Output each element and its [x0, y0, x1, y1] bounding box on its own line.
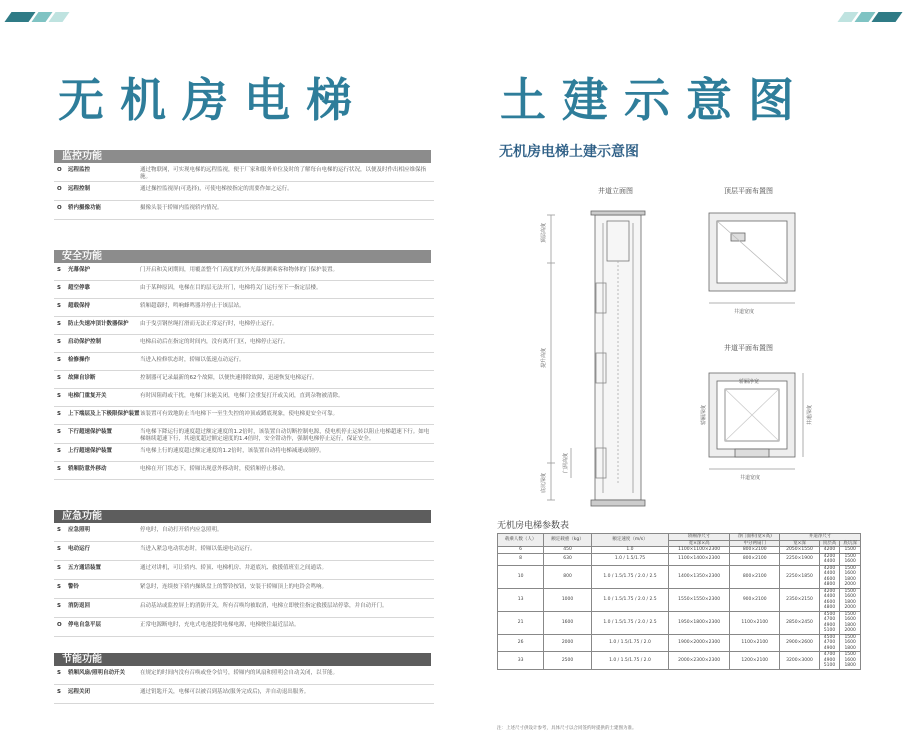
shaft-size-cell: 2250×1850: [780, 565, 819, 588]
top-height-value: 4400: [823, 594, 836, 599]
function-name: 检修操作: [68, 357, 91, 363]
door-cell: 800×2100: [730, 553, 780, 565]
table-header: 井道净尺寸: [780, 534, 861, 541]
pit-depth-cell: [840, 634, 861, 652]
top-height-cell: [819, 611, 840, 634]
table-subheader: 宽×深: [780, 540, 819, 547]
pit-depth-cell: [840, 588, 861, 611]
top-height-value: 4700: [823, 652, 836, 657]
function-code: S: [57, 393, 61, 399]
car-size-cell: 1550×1550×2300: [669, 588, 730, 611]
travel-label: 提升高度: [541, 347, 547, 368]
pit-depth-value: 1500: [844, 634, 856, 640]
speed-cell: 1.0 / 1.5/1.75 / 2.0 / 2.5: [591, 611, 668, 634]
shaft-elevation-drawing: [547, 211, 645, 506]
section-header: 安全功能: [54, 250, 431, 263]
monitor-section: [54, 150, 434, 220]
function-row: [54, 389, 434, 407]
door-height-label: 门洞高度: [563, 452, 569, 473]
table-header: 额定速度（m/s）: [591, 534, 668, 547]
load-cell: 630: [544, 553, 592, 565]
top-height-value: 4200: [823, 553, 836, 559]
function-row: [54, 425, 434, 444]
shaft-plan-label: 井道平面布置图: [724, 344, 773, 352]
function-desc: 当进入紧急电动状态时，轿厢以低速电动运行。: [140, 546, 256, 552]
top-height-value: 4600: [823, 576, 836, 582]
function-code: S: [57, 546, 61, 552]
pit-depth-label: 底坑深度: [541, 472, 547, 493]
function-code: O: [57, 205, 62, 211]
top-height-value: 4900: [823, 622, 836, 628]
function-code: S: [57, 429, 61, 435]
function-desc: 控制器可记录最新的62个故障，以便快速排除故障，迅速恢复电梯运行。: [140, 375, 318, 381]
function-name: 超载保持: [68, 303, 91, 309]
function-row: [54, 353, 434, 371]
function-desc: 停电时，自动打开轿内应急照明。: [140, 527, 223, 533]
shaft-depth-label: 井道深度: [807, 404, 813, 425]
car-size-cell: 1100×1100×2300: [669, 547, 730, 554]
function-code: S: [57, 321, 61, 327]
speed-cell: 1.0: [591, 547, 668, 554]
door-cell: 1100×2100: [730, 611, 780, 634]
table-row: [498, 588, 861, 611]
pit-depth-value: 1500: [844, 553, 856, 559]
energy-section: [54, 653, 434, 704]
function-code: S: [57, 466, 61, 472]
safety-section: [54, 250, 434, 480]
function-name: 停电自急平层: [68, 622, 102, 628]
top-height-value: 4500: [823, 611, 836, 617]
function-row: [54, 407, 434, 425]
top-height-label: 顶层高度: [541, 222, 547, 243]
function-desc: 当电梯上行的速度超过额定速度的1.2倍时，该装置自动将电梯减速或制停。: [140, 448, 325, 454]
top-height-value: 4200: [823, 565, 836, 571]
function-name: 超空停靠: [68, 285, 91, 291]
shaft-drawings: [491, 193, 865, 513]
door-cell: 1100×2100: [730, 634, 780, 652]
function-row: [54, 182, 434, 201]
pit-depth-value: 1600: [844, 657, 856, 663]
pit-depth-cell: [840, 652, 861, 670]
shaft-size-cell: 2850×2450: [780, 611, 819, 634]
top-plan-label: 顶层平面布置图: [724, 187, 773, 195]
table-subheader: 顶层高: [819, 540, 840, 547]
load-cell: 450: [544, 547, 592, 554]
top-height-value: 4600: [823, 599, 836, 605]
shaft-width-label-2: 井道宽度: [740, 475, 761, 481]
pit-depth-value: 1500: [844, 547, 856, 552]
pit-depth-value: 2000: [844, 605, 856, 610]
pit-depth-value: 1600: [844, 617, 856, 622]
top-height-value: 5100: [823, 628, 836, 633]
function-desc: 通过物联网，可实现电梯的远程监视，便于厂家和服务单位及时的了解每台电梯的运行状况，以便及时作出相应维保指施。: [140, 167, 427, 180]
function-list-panel: [44, 135, 436, 705]
top-height-value: 4900: [823, 645, 836, 651]
function-desc: 当电梯下降运行的速度超过额定速度的1.2倍时，该装置自动切断控制电源，使电机停止运转以阻止电梯超速下行。如电梯继续超速下行，其速度超过额定速度的1.4倍时，安全钳动作，强制电梯停止运行，保证安全。: [140, 429, 430, 442]
function-desc: 在规定的时间内没有召唤或登令信号，轿厢内的风扇和照明会自动关闭，以节能。: [140, 670, 339, 676]
shaft-width-label: 井道宽度: [734, 309, 755, 315]
function-code: O: [57, 622, 62, 628]
speed-cell: 1.0 / 1.5/1.75 / 2.0: [591, 652, 668, 670]
function-row: [54, 335, 434, 353]
param-table: [497, 533, 861, 670]
drawing-panel: [491, 133, 865, 731]
function-row: [54, 371, 434, 389]
top-height-value: 4200: [823, 588, 836, 594]
people-cell: 6: [498, 547, 544, 554]
people-cell: 13: [498, 588, 544, 611]
corner-decoration-right: [841, 12, 899, 22]
speed-cell: 1.0 / 1.5/1.75 / 2.0 / 2.5: [591, 588, 668, 611]
top-height-value: 4900: [823, 657, 836, 663]
function-name: 电梯门重复开关: [68, 393, 107, 399]
speed-cell: 1.0 / 1.5/1.75: [591, 553, 668, 565]
function-name: 上行超速保护装置: [68, 448, 113, 454]
function-code: S: [57, 285, 61, 291]
function-name: 上下端层及上下极限保护装置: [68, 411, 140, 417]
function-name: 轿厢风扇/照明自动开关: [68, 670, 126, 676]
door-cell: 800×2100: [730, 565, 780, 588]
function-row: [54, 263, 434, 281]
function-row: [54, 163, 434, 182]
pit-depth-value: 1500: [844, 611, 856, 617]
table-header: 额定载重（kg）: [544, 534, 592, 547]
top-height-value: 4400: [823, 559, 836, 564]
function-code: S: [57, 603, 61, 609]
people-cell: 8: [498, 553, 544, 565]
load-cell: 2500: [544, 652, 592, 670]
pit-depth-cell: [840, 553, 861, 565]
section-header: 节能功能: [54, 653, 431, 666]
pit-depth-value: 1500: [844, 565, 856, 571]
shaft-plan-drawing: [709, 373, 803, 469]
function-row: [54, 599, 434, 618]
table-row: [498, 553, 861, 565]
function-row: [54, 666, 434, 685]
function-name: 故障自诊断: [68, 375, 96, 381]
function-name: 电动运行: [68, 546, 91, 552]
top-height-cell: [819, 553, 840, 565]
function-row: [54, 618, 434, 637]
function-code: S: [57, 303, 61, 309]
pit-depth-value: 1800: [844, 645, 856, 651]
top-height-value: 4800: [823, 582, 836, 587]
function-name: 远程关闭: [68, 689, 91, 695]
function-row: [54, 444, 434, 462]
table-header: 轿厢净尺寸: [669, 534, 730, 541]
function-row: [54, 299, 434, 317]
table-row: [498, 634, 861, 652]
car-size-cell: 1900×2000×2300: [669, 634, 730, 652]
car-size-cell: 1950×1800×2300: [669, 611, 730, 634]
function-code: S: [57, 584, 61, 590]
function-name: 警铃: [68, 584, 80, 590]
load-cell: 2000: [544, 634, 592, 652]
drawing-title: 无机房电梯土建示意图: [499, 144, 639, 160]
function-code: O: [57, 186, 62, 192]
function-code: O: [57, 167, 62, 173]
function-desc: 摄像头装于轿厢内监视轿内情况。: [140, 205, 223, 211]
function-code: S: [57, 375, 61, 381]
top-height-value: 5100: [823, 663, 836, 668]
function-desc: 通过对讲机，可让轿内、轿顶、电梯机房、井道底坑、救援值班室之间通话。: [140, 565, 328, 571]
door-cell: 900×2100: [730, 588, 780, 611]
function-row: [54, 317, 434, 335]
function-desc: 电梯在开门状态下，轿厢出现意外移动时，使轿厢停止移动。: [140, 466, 289, 472]
function-code: S: [57, 670, 61, 676]
pit-depth-cell: [840, 565, 861, 588]
pit-depth-value: 1800: [844, 599, 856, 605]
table-subheader: 中分两扇门: [730, 540, 780, 547]
people-cell: 10: [498, 565, 544, 588]
page-title: [0, 64, 907, 134]
pit-depth-value: 2000: [844, 628, 856, 633]
emergency-section: [54, 510, 434, 637]
function-row: [54, 523, 434, 542]
function-desc: 当进入检修状态时，轿厢以低速点动运行。: [140, 357, 245, 363]
function-desc: 该装置可有效地防止当电梯下一至生失控的冲顶或蹲底现象，使电梯更安全可靠。: [140, 411, 339, 417]
top-plan-drawing: [709, 213, 795, 303]
function-desc: 由于某种原因，电梯在目的层无法开门，电梯将关门运行至下一指定层楼。: [140, 285, 322, 291]
function-name: 远程监控: [68, 167, 91, 173]
shaft-size-cell: 3200×3000: [780, 652, 819, 670]
shaft-size-cell: 2050×1550: [780, 547, 819, 554]
function-desc: 电梯启动后在指定的时间内，没有离开门区，电梯停止运行。: [140, 339, 289, 345]
pit-depth-value: 1600: [844, 571, 856, 576]
function-desc: 轿厢超载时，鸣响蜂鸣器并停止于该层站。: [140, 303, 245, 309]
shaft-size-cell: 2900×2600: [780, 634, 819, 652]
table-subheader: 底坑深: [840, 540, 861, 547]
pit-depth-value: 1600: [844, 559, 856, 564]
function-row: [54, 462, 434, 480]
speed-cell: 1.0 / 1.5/1.75 / 2.0 / 2.5: [591, 565, 668, 588]
door-cell: 800×2100: [730, 547, 780, 554]
table-header: 净门面积(宽×高): [730, 534, 780, 541]
elevation-label: 井道立面图: [598, 187, 633, 195]
table-row: [498, 565, 861, 588]
car-size-cell: 1400×1350×2300: [669, 565, 730, 588]
section-header: 应急功能: [54, 510, 431, 523]
pit-depth-value: 1800: [844, 576, 856, 582]
car-depth-label: 轿厢深度: [701, 404, 707, 425]
function-desc: 紧急时，连续按下轿内操纵盘上的警铃按钮，安装于轿厢顶上的电铃会鸣响。: [140, 584, 328, 590]
top-height-value: 4200: [823, 547, 836, 552]
function-name: 远程控制: [68, 186, 91, 192]
door-cell: 1200×2100: [730, 652, 780, 670]
table-note: 注：上述尺寸供设计参考，具体尺寸以合同签约时提供的土建图为准。: [497, 726, 637, 731]
function-row: [54, 201, 434, 220]
table-row: [498, 652, 861, 670]
pit-depth-value: 1500: [844, 652, 856, 657]
pit-depth-value: 1800: [844, 622, 856, 628]
function-code: S: [57, 339, 61, 345]
load-cell: 1000: [544, 588, 592, 611]
function-desc: 由于曳引钢丝绳打滑而无法正常运行时，电梯停止运行。: [140, 321, 278, 327]
table-row: [498, 611, 861, 634]
function-code: S: [57, 267, 61, 273]
function-name: 消防返回: [68, 603, 91, 609]
function-name: 应急照明: [68, 527, 91, 533]
top-height-value: 4700: [823, 617, 836, 622]
top-height-value: 4400: [823, 571, 836, 576]
function-row: [54, 542, 434, 561]
people-cell: 26: [498, 634, 544, 652]
pit-depth-value: 1600: [844, 640, 856, 645]
page-title-part2: 土建示意图: [500, 73, 810, 127]
shaft-size-cell: 2350×2150: [780, 588, 819, 611]
function-name: 轿厢防意外移动: [68, 466, 107, 472]
function-name: 下行超速保护装置: [68, 429, 113, 435]
pit-depth-value: 2000: [844, 582, 856, 587]
function-desc: 正常电源断电时，充电式电池提供电梯电源，电梯驶往最近层站。: [140, 622, 300, 628]
function-code: S: [57, 448, 61, 454]
function-desc: 门开启和关闭期间，用覆盖整个门高度的红外光幕探测乘客和物体的门保护装置。: [140, 267, 339, 273]
top-height-cell: [819, 565, 840, 588]
people-cell: 33: [498, 652, 544, 670]
function-name: 轿内摄像功能: [68, 205, 102, 211]
car-size-cell: 1100×1400×2300: [669, 553, 730, 565]
speed-cell: 1.0 / 1.5/1.75 / 2.0: [591, 634, 668, 652]
top-height-cell: [819, 652, 840, 670]
function-code: S: [57, 565, 61, 571]
function-row: [54, 561, 434, 580]
function-desc: 通过操控监视屏(可选择)，可使电梯按指定的需要作如之运行。: [140, 186, 293, 192]
top-height-cell: [819, 634, 840, 652]
pit-depth-cell: [840, 611, 861, 634]
top-height-value: 4800: [823, 605, 836, 610]
car-size-cell: 2000×2300×2300: [669, 652, 730, 670]
pit-depth-value: 1600: [844, 594, 856, 599]
car-width-label: 轿厢净宽: [739, 379, 760, 385]
function-name: 光幕保护: [68, 267, 91, 273]
param-table-title: 无机房电梯参数表: [497, 521, 570, 531]
function-code: S: [57, 689, 61, 695]
top-height-value: 4700: [823, 640, 836, 645]
load-cell: 800: [544, 565, 592, 588]
pit-depth-value: 1500: [844, 588, 856, 594]
function-name: 启动保护控制: [68, 339, 102, 345]
function-row: [54, 580, 434, 599]
function-desc: 有时因阻碍或干扰，电梯门未能关闭，电梯门会重复打开或关闭，直到杂物被清除。: [140, 393, 344, 399]
top-height-value: 4500: [823, 634, 836, 640]
function-desc: 通过钥匙开关，电梯可以被召到基站(服务完成后)，并自动退出服务。: [140, 689, 310, 695]
section-header: 监控功能: [54, 150, 431, 163]
top-height-cell: [819, 588, 840, 611]
function-desc: 启动基站或监控屏上的消防开关，所有召唤均被取消，电梯立即驶往指定救援层站停靠，并自动开门。: [140, 603, 388, 609]
function-code: S: [57, 527, 61, 533]
function-code: S: [57, 411, 61, 417]
function-row: [54, 281, 434, 299]
page-title-part1: 无机房电梯: [58, 73, 368, 127]
corner-decoration-left: [8, 12, 66, 22]
table-subheader: 宽×深×高: [669, 540, 730, 547]
load-cell: 1600: [544, 611, 592, 634]
function-code: S: [57, 357, 61, 363]
shaft-size-cell: 2250×1900: [780, 553, 819, 565]
function-name: 五方通话装置: [68, 565, 102, 571]
people-cell: 21: [498, 611, 544, 634]
pit-depth-value: 1800: [844, 663, 856, 668]
table-header: 载乘人数（人）: [498, 534, 544, 547]
function-row: [54, 685, 434, 704]
function-name: 防止失速冲顶计数器保护: [68, 321, 129, 327]
